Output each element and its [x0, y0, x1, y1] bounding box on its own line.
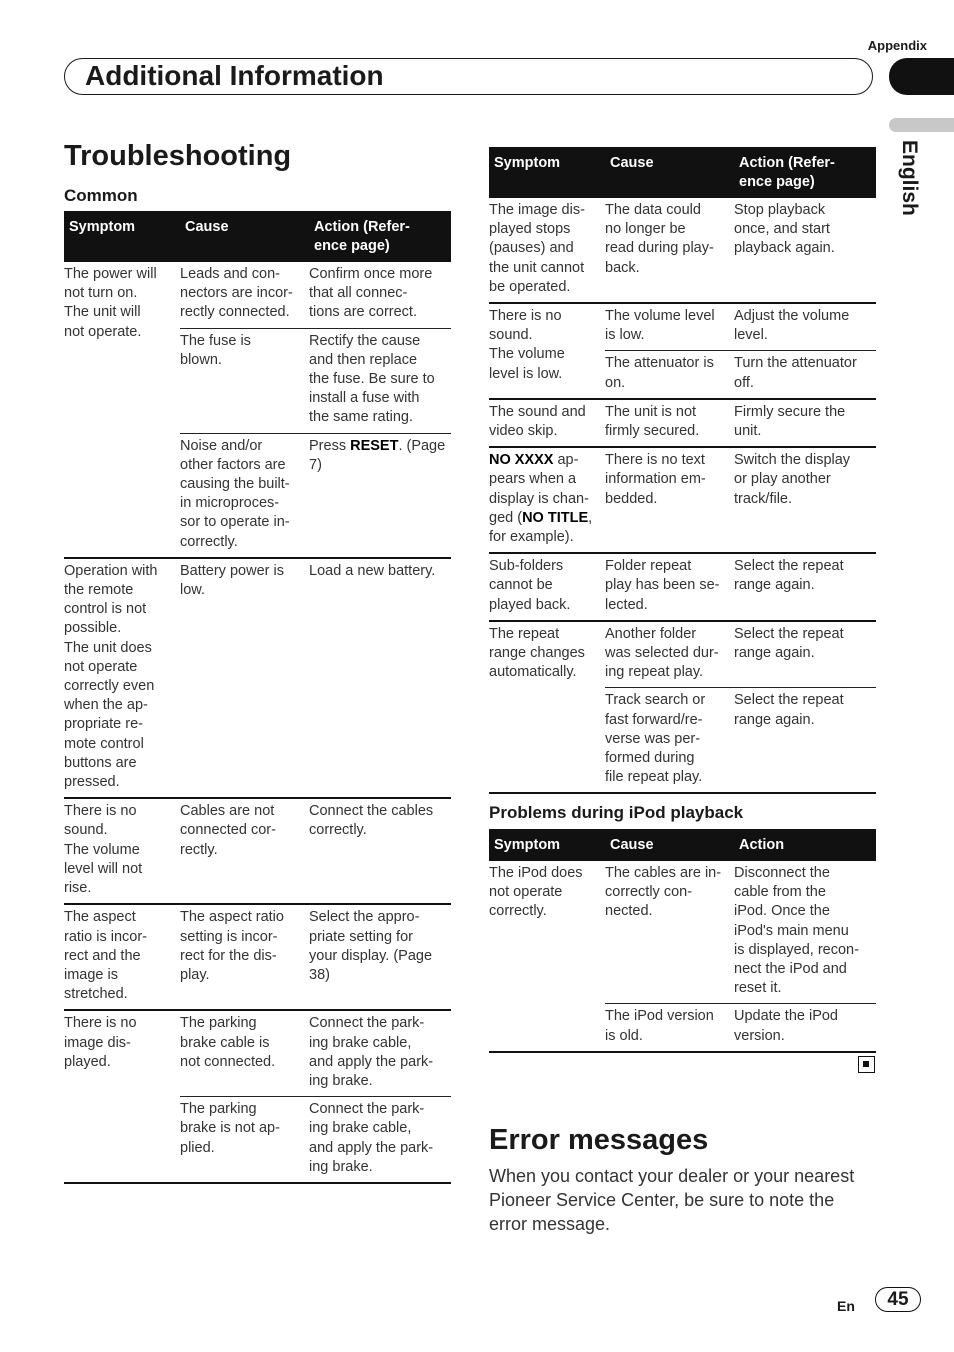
- action-cell: Turn the attenuator off.: [734, 351, 876, 399]
- section-header-bar: [64, 58, 873, 95]
- troubleshooting-title: Troubleshooting: [64, 140, 292, 172]
- action-cell: Switch the display or play another track/file.: [734, 447, 876, 553]
- action-text: . (Page 7): [309, 437, 446, 473]
- table-row: [489, 621, 876, 688]
- symptom-cell: The power will not turn on. The unit will not operate.: [64, 262, 180, 558]
- symptom-text: ap- pears when a display is chan- ged (: [489, 452, 589, 526]
- appendix-label: Appendix: [867, 38, 927, 53]
- column-header-symptom: Symptom: [64, 211, 180, 262]
- action-cell: Connect the park- ing brake cable, and apply the park- ing brake.: [309, 1097, 451, 1183]
- cause-cell: Folder repeat play has been se- lected.: [605, 553, 734, 621]
- language-tab-marker: [889, 118, 954, 132]
- page-number: 45: [875, 1287, 921, 1312]
- section-title: Additional Information: [85, 60, 384, 91]
- cause-cell: The fuse is blown.: [180, 328, 309, 433]
- cause-cell: The attenuator is on.: [605, 351, 734, 399]
- action-text: Press: [309, 437, 351, 454]
- cause-cell: The cables are in- correctly con- nected.: [605, 861, 734, 1004]
- troubleshooting-continued-table: [489, 147, 876, 794]
- symptom-cell: There is no sound. The volume level will not rise.: [64, 798, 180, 904]
- table-header-row: [489, 147, 876, 198]
- action-cell: Connect the cables correctly.: [309, 798, 451, 904]
- cause-cell: The volume level is low.: [605, 303, 734, 351]
- action-cell: [309, 433, 451, 558]
- action-cell: Adjust the volume level.: [734, 303, 876, 351]
- action-cell: Select the repeat range again.: [734, 553, 876, 621]
- table-row: [489, 303, 876, 351]
- column-header-cause: Cause: [605, 147, 734, 198]
- action-cell: Firmly secure the unit.: [734, 399, 876, 447]
- table-row: [64, 904, 451, 1010]
- cause-cell: The aspect ratio setting is incor- rect for the dis- play.: [180, 904, 309, 1010]
- action-cell: Select the repeat range again.: [734, 621, 876, 688]
- table-row: [489, 553, 876, 621]
- column-header-action: [309, 211, 451, 262]
- action-cell: Confirm once more that all connec- tions are correct.: [309, 262, 451, 328]
- footer-language: En: [837, 1298, 855, 1314]
- error-messages-title: Error messages: [489, 1124, 709, 1156]
- cause-cell: The unit is not firmly secured.: [605, 399, 734, 447]
- cause-cell: Battery power is low.: [180, 558, 309, 798]
- cause-cell: Leads and con- nectors are incor- rectly connected.: [180, 262, 309, 328]
- table-row: [489, 399, 876, 447]
- symptom-cell: The image dis- played stops (pauses) and the unit cannot be operated.: [489, 198, 605, 303]
- symptom-cell: The iPod does not operate correctly.: [489, 861, 605, 1052]
- ipod-heading: Problems during iPod playback: [489, 803, 744, 822]
- troubleshooting-common-table: [64, 211, 451, 1184]
- action-cell: Update the iPod version.: [734, 1004, 876, 1052]
- cause-cell: Cables are not connected cor- rectly.: [180, 798, 309, 904]
- column-header-action-label: Action (Refer- ence page): [314, 219, 410, 254]
- symptom-cell: The sound and video skip.: [489, 399, 605, 447]
- column-header-cause: Cause: [180, 211, 309, 262]
- column-header-symptom: Symptom: [489, 147, 605, 198]
- action-cell: Connect the park- ing brake cable, and apply the park- ing brake.: [309, 1010, 451, 1096]
- error-messages-body: When you contact your dealer or your nearest Pioneer Service Center, be sure to note the error message.: [489, 1166, 855, 1234]
- cause-cell: The iPod version is old.: [605, 1004, 734, 1052]
- table-row: [64, 262, 451, 328]
- cause-cell: The parking brake cable is not connected.: [180, 1010, 309, 1096]
- chapter-tab: [889, 58, 954, 95]
- cause-cell: Another folder was selected dur- ing repeat play.: [605, 621, 734, 688]
- action-cell: Select the appro- priate setting for your display. (Page 38): [309, 904, 451, 1010]
- action-cell: Select the repeat range again.: [734, 688, 876, 794]
- symptom-cell: The repeat range changes automatically.: [489, 621, 605, 794]
- column-header-symptom: Symptom: [489, 829, 605, 861]
- symptom-cell: [489, 447, 605, 553]
- no-title-label: NO TITLE: [522, 509, 589, 526]
- reset-key-label: RESET: [350, 437, 399, 454]
- table-row: [489, 198, 876, 303]
- action-cell: Disconnect the cable from the iPod. Once the iPod's main menu is displayed, recon- nect the iPod and reset it.: [734, 861, 876, 1004]
- table-header-row: [64, 211, 451, 262]
- cause-cell: Noise and/or other factors are causing the built- in microproces- sor to operate in- correctly.: [180, 433, 309, 558]
- symptom-text: , for example).: [489, 509, 593, 546]
- action-cell: Rectify the cause and then replace the fuse. Be sure to install a fuse with the same rating.: [309, 328, 451, 433]
- language-label: English: [898, 140, 921, 216]
- table-row: [64, 1010, 451, 1096]
- symptom-cell: There is no sound. The volume level is low.: [489, 303, 605, 399]
- section-end-icon: [858, 1056, 875, 1073]
- symptom-cell: The aspect ratio is incor- rect and the image is stretched.: [64, 904, 180, 1010]
- table-row: [489, 447, 876, 553]
- table-row: [64, 798, 451, 904]
- action-cell: Stop playback once, and start playback again.: [734, 198, 876, 303]
- column-header-action: Action (Refer- ence page): [734, 147, 876, 198]
- column-header-cause: Cause: [605, 829, 734, 861]
- action-cell: Load a new battery.: [309, 558, 451, 798]
- cause-cell: The parking brake is not ap- plied.: [180, 1097, 309, 1183]
- common-heading: Common: [64, 186, 138, 205]
- symptom-cell: Sub-folders cannot be played back.: [489, 553, 605, 621]
- cause-cell: There is no text information em- bedded.: [605, 447, 734, 553]
- table-row: [489, 861, 876, 1004]
- symptom-cell: There is no image dis- played.: [64, 1010, 180, 1183]
- cause-cell: The data could no longer be read during play- back.: [605, 198, 734, 303]
- column-header-action: Action: [734, 829, 876, 861]
- ipod-problems-table: [489, 829, 876, 1053]
- cause-cell: Track search or fast forward/re- verse was per- formed during file repeat play.: [605, 688, 734, 794]
- no-xxxx-label: NO XXXX: [489, 452, 554, 469]
- symptom-cell: Operation with the remote control is not possible. The unit does not operate correctly even when the ap- propriate re- mote control buttons are pressed.: [64, 558, 180, 798]
- table-row: [64, 558, 451, 798]
- table-header-row: [489, 829, 876, 861]
